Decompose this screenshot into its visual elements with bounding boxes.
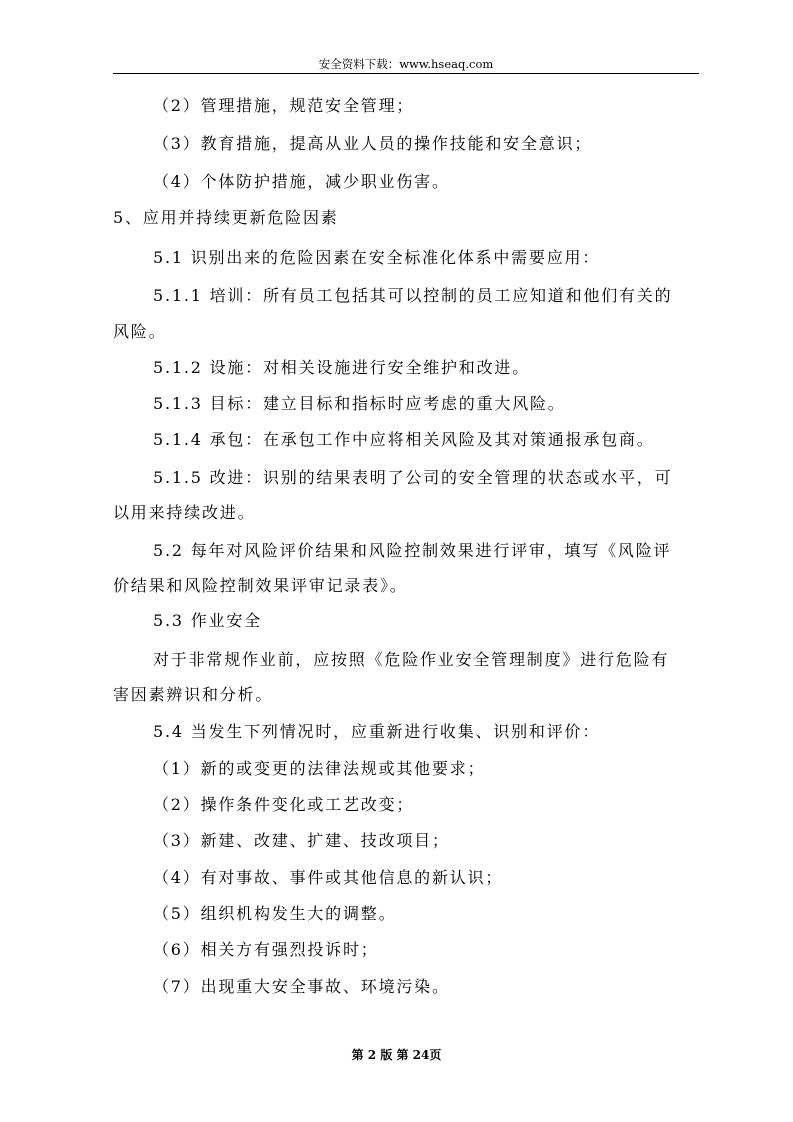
page-header: 安全资料下载：www.hseaq.com [318, 57, 494, 71]
list-item: （4）有对事故、事件或其他信息的新认识； [153, 868, 504, 887]
list-item: （6）相关方有强烈投诉时； [153, 940, 379, 959]
paragraph-line: （4）个体防护措施，减少职业伤害。 [153, 172, 450, 191]
page-footer: 第 2 版 第 24页 [351, 1048, 442, 1062]
list-item: （5）组织机构发生大的调整。 [153, 904, 397, 923]
paragraph-line: 5.1 识别出来的危险因素在安全标准化体系中需要应用： [153, 248, 601, 267]
paragraph-line: 以用来持续改进。 [113, 503, 256, 522]
section-heading: 5、应用并持续更新危险因素 [113, 208, 339, 227]
paragraph-line: 价结果和风险控制效果评审记录表》。 [113, 576, 408, 595]
paragraph-line: 害因素辨识和分析。 [113, 685, 274, 704]
subsection-heading: 5.3 作业安全 [153, 611, 262, 630]
paragraph-line: 5.1.3 目标：建立目标和指标时应考虑的重大风险。 [153, 394, 566, 413]
paragraph-line: 风险。 [113, 322, 167, 341]
list-item: （3）新建、改建、扩建、技改项目； [153, 831, 450, 850]
list-item: （2）操作条件变化或工艺改变； [153, 795, 415, 814]
paragraph-line: 5.1.4 承包：在承包工作中应将相关风险及其对策通报承包商。 [153, 430, 655, 449]
paragraph-line: 5.1.1 培训：所有员工包括其可以控制的员工应知道和他们有关的 [153, 286, 673, 305]
header-divider [113, 73, 699, 74]
paragraph-line: 5.1.5 改进：识别的结果表明了公司的安全管理的状态或水平，可 [153, 468, 673, 487]
list-item: （7）出现重大安全事故、环境污染。 [153, 977, 450, 996]
paragraph-line: 5.2 每年对风险评价结果和风险控制效果进行评审，填写《风险评 [153, 541, 672, 560]
paragraph-line: 5.4 当发生下列情况时，应重新进行收集、识别和评价： [153, 722, 601, 741]
paragraph-line: 对于非常规作业前，应按照《危险作业安全管理制度》进行危险有 [153, 650, 670, 669]
list-item: （1）新的或变更的法律法规或其他要求； [153, 759, 486, 778]
paragraph-line: 5.1.2 设施：对相关设施进行安全维护和改进。 [153, 358, 530, 377]
paragraph-line: （2）管理措施，规范安全管理； [153, 96, 415, 115]
paragraph-line: （3）教育措施，提高从业人员的操作技能和安全意识； [153, 134, 593, 153]
